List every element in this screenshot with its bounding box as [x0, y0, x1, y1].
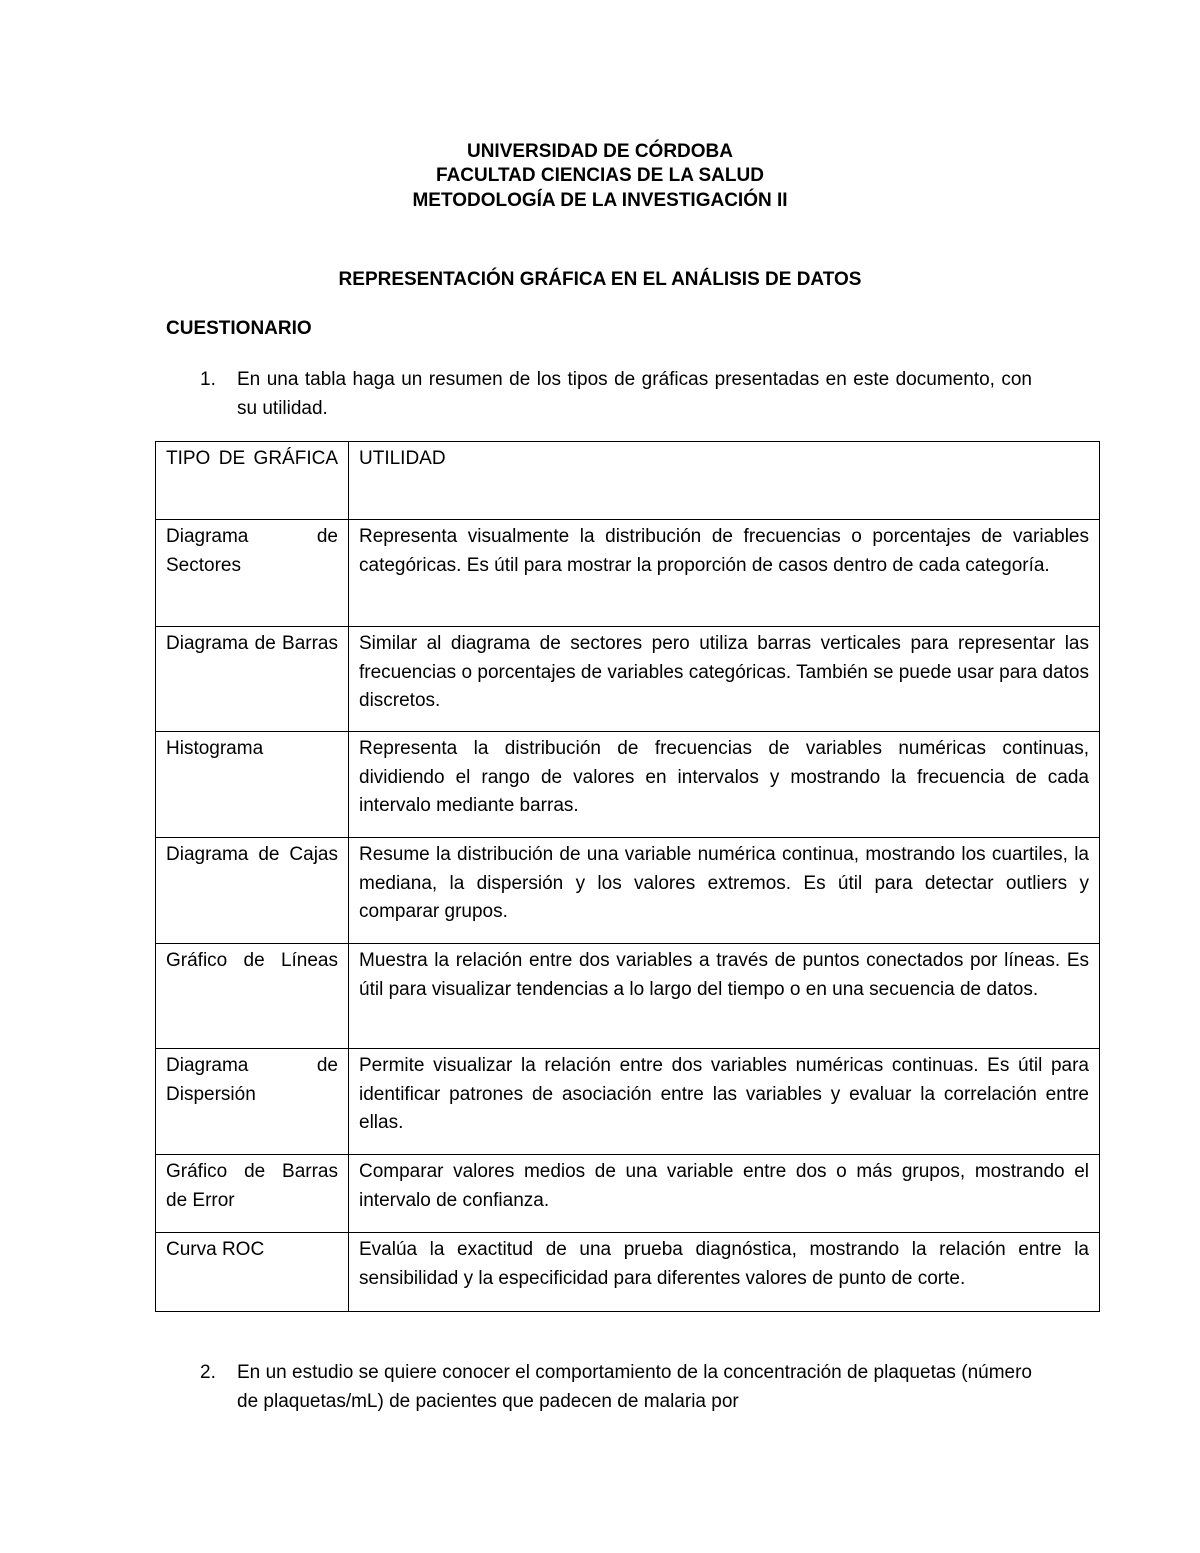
- cell-tipo: Histograma: [156, 732, 349, 838]
- question-number: 1.: [200, 369, 216, 390]
- table-row: [156, 520, 1100, 627]
- cell-tipo: Diagrama de Sectores: [156, 520, 349, 627]
- cell-utilidad: Comparar valores medios de una variable entre dos o más grupos, mostrando el intervalo de confianza.: [349, 1155, 1100, 1233]
- cell-utilidad: Representa la distribución de frecuencias de variables numéricas continuas, dividiendo el rango de valores en intervalos y mostrando la frecuencia de cada intervalo mediante barras.: [349, 732, 1100, 838]
- cell-tipo: Gráfico de Líneas: [156, 944, 349, 1049]
- summary-table: [155, 441, 1100, 1312]
- header-cell-utilidad: UTILIDAD: [349, 442, 1100, 520]
- cell-tipo: Diagrama de Barras: [156, 627, 349, 732]
- table-row: [156, 627, 1100, 732]
- table-row: [156, 732, 1100, 838]
- question-text: En un estudio se quiere conocer el comportamiento de la concentración de plaquetas (número de plaquetas/mL) de pacientes que padecen de malaria por: [237, 1362, 1032, 1412]
- university-name: UNIVERSIDAD DE CÓRDOBA: [466, 141, 734, 162]
- table-row: [156, 1049, 1100, 1155]
- cell-utilidad: Permite visualizar la relación entre dos variables numéricas continuas. Es útil para identificar patrones de asociación entre las variables y evaluar la correlación entre ellas.: [349, 1049, 1100, 1155]
- faculty-name: FACULTAD CIENCIAS DE LA SALUD: [436, 165, 764, 186]
- table-row: [156, 944, 1100, 1049]
- table-row: [156, 838, 1100, 944]
- table-header-row: [156, 442, 1100, 520]
- question-text: En una tabla haga un resumen de los tipos de gráficas presentadas en este documento, con su utilidad.: [237, 369, 1032, 419]
- cell-utilidad: Representa visualmente la distribución de frecuencias o porcentajes de variables categóricas. Es útil para mostrar la proporción de casos dentro de cada categoría.: [349, 520, 1100, 627]
- document-title: REPRESENTACIÓN GRÁFICA EN EL ANÁLISIS DE DATOS: [338, 269, 862, 290]
- cell-utilidad: Resume la distribución de una variable numérica continua, mostrando los cuartiles, la mediana, la dispersión y los valores extremos. Es útil para detectar outliers y comparar grupos.: [349, 838, 1100, 944]
- cell-tipo: Diagrama de Dispersión: [156, 1049, 349, 1155]
- cell-tipo: Curva ROC: [156, 1233, 349, 1312]
- course-name: METODOLOGÍA DE LA INVESTIGACIÓN II: [412, 190, 788, 211]
- cell-tipo: Diagrama de Cajas: [156, 838, 349, 944]
- table-row: [156, 1233, 1100, 1312]
- cell-tipo: Gráfico de Barras de Error: [156, 1155, 349, 1233]
- cell-utilidad: Evalúa la exactitud de una prueba diagnóstica, mostrando la relación entre la sensibilidad y la especificidad para diferentes valores de punto de corte.: [349, 1233, 1100, 1312]
- question-number: 2.: [200, 1362, 216, 1383]
- table-row: [156, 1155, 1100, 1233]
- cell-utilidad: Muestra la relación entre dos variables a través de puntos conectados por líneas. Es útil para visualizar tendencias a lo largo del tiempo o en una secuencia de datos.: [349, 944, 1100, 1049]
- section-title: CUESTIONARIO: [166, 318, 312, 339]
- header-cell-tipo: TIPO DE GRÁFICA: [156, 442, 349, 520]
- cell-utilidad: Similar al diagrama de sectores pero utiliza barras verticales para representar las frecuencias o porcentajes de variables categóricas. También se puede usar para datos discretos.: [349, 627, 1100, 732]
